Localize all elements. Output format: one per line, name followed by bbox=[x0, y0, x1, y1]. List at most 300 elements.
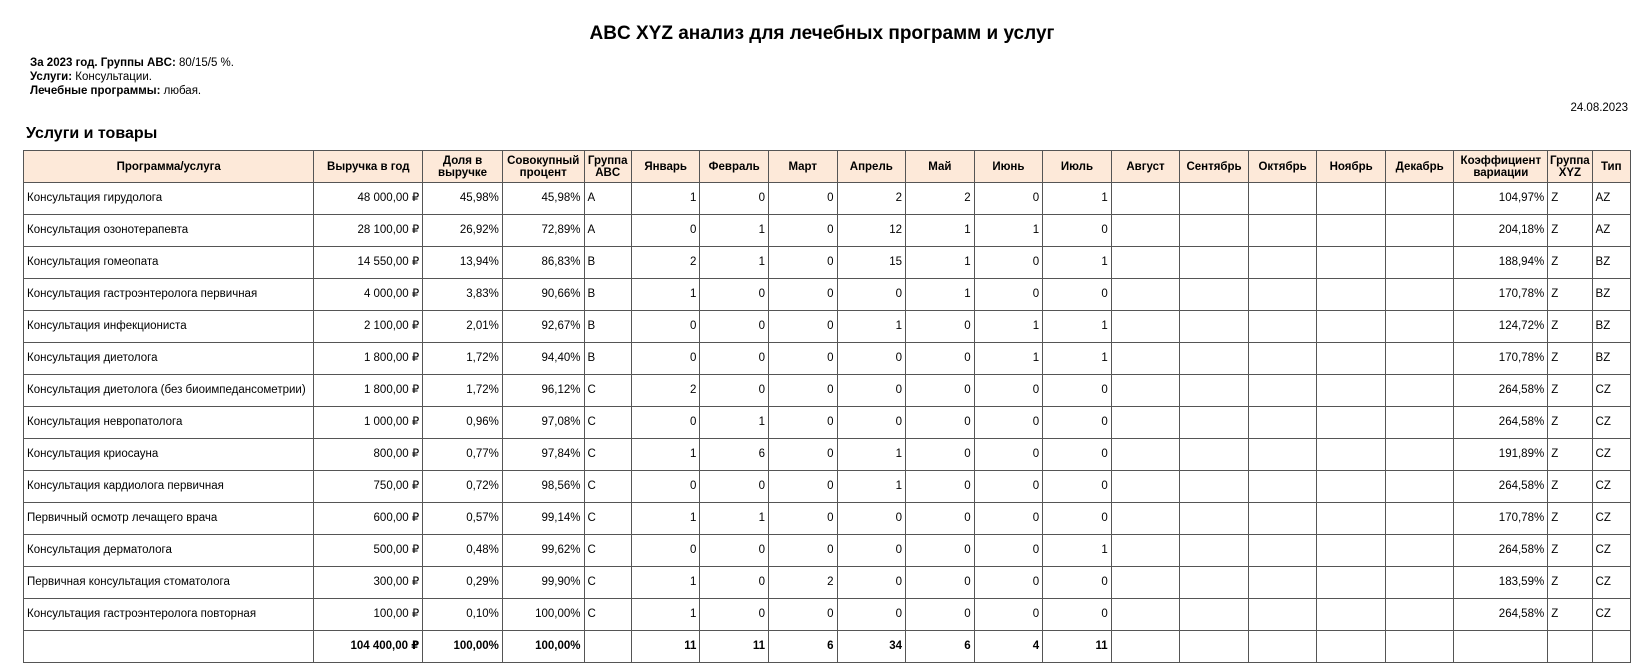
cell-month-count: 2 bbox=[768, 567, 837, 599]
cell-month-count: 2 bbox=[631, 247, 700, 279]
cell-abc-group: C bbox=[584, 567, 631, 599]
cell-program-name: Консультация диетолога (без биоимпедансометрии) bbox=[24, 375, 314, 407]
cell-month-count: 6 bbox=[906, 631, 975, 663]
cell-month-count: 0 bbox=[837, 375, 906, 407]
table-row bbox=[24, 343, 1631, 375]
cell-cumulative: 96,12% bbox=[502, 375, 584, 407]
cell-month-count: 12 bbox=[837, 215, 906, 247]
cell-month-count bbox=[1180, 247, 1249, 279]
cell-revenue: 48 000,00 ₽ bbox=[314, 183, 423, 215]
cell-share: 0,29% bbox=[423, 567, 503, 599]
cell-month-count: 1 bbox=[1043, 183, 1112, 215]
cell-xyz-group: Z bbox=[1548, 407, 1592, 439]
cell-month-count bbox=[1317, 503, 1386, 535]
cell-month-count bbox=[1180, 311, 1249, 343]
cell-type: CZ bbox=[1592, 375, 1630, 407]
cell-cumulative: 99,62% bbox=[502, 535, 584, 567]
cell-month-count: 1 bbox=[1043, 535, 1112, 567]
cell-variation-coef: 188,94% bbox=[1454, 247, 1548, 279]
cell-month-count bbox=[1111, 311, 1180, 343]
col-header-month: Декабрь bbox=[1385, 151, 1454, 183]
cell-abc-group: C bbox=[584, 503, 631, 535]
cell-type: CZ bbox=[1592, 503, 1630, 535]
cell-month-count bbox=[1180, 215, 1249, 247]
cell-month-count: 0 bbox=[700, 535, 769, 567]
cell-xyz-group: Z bbox=[1548, 599, 1592, 631]
cell-revenue: 2 100,00 ₽ bbox=[314, 311, 423, 343]
cell-cumulative: 72,89% bbox=[502, 215, 584, 247]
cell-month-count bbox=[1248, 215, 1317, 247]
cell-month-count bbox=[1180, 599, 1249, 631]
cell-type: CZ bbox=[1592, 471, 1630, 503]
services-line bbox=[30, 70, 234, 84]
col-header-cumulative: Совокупный процент bbox=[502, 151, 584, 183]
col-header-month: Февраль bbox=[700, 151, 769, 183]
cell-month-count bbox=[1111, 343, 1180, 375]
cell-abc-group: C bbox=[584, 439, 631, 471]
cell-revenue: 750,00 ₽ bbox=[314, 471, 423, 503]
cell-variation-coef: 264,58% bbox=[1454, 599, 1548, 631]
cell-month-count: 1 bbox=[837, 311, 906, 343]
cell-month-count: 1 bbox=[631, 439, 700, 471]
cell-share: 0,48% bbox=[423, 535, 503, 567]
table-row bbox=[24, 535, 1631, 567]
cell-abc-group: C bbox=[584, 407, 631, 439]
table-row bbox=[24, 503, 1631, 535]
cell-month-count: 0 bbox=[700, 471, 769, 503]
col-header-month: Сентябрь bbox=[1180, 151, 1249, 183]
cell-revenue: 800,00 ₽ bbox=[314, 439, 423, 471]
cell-program-name: Консультация гирудолога bbox=[24, 183, 314, 215]
cell-month-count: 4 bbox=[974, 631, 1043, 663]
cell-program-name: Консультация гастроэнтеролога повторная bbox=[24, 599, 314, 631]
cell-month-count: 0 bbox=[974, 439, 1043, 471]
cell-month-count: 0 bbox=[837, 407, 906, 439]
cell-month-count bbox=[1385, 439, 1454, 471]
cell-type: CZ bbox=[1592, 535, 1630, 567]
cell-month-count: 0 bbox=[768, 471, 837, 503]
cell-month-count: 0 bbox=[768, 535, 837, 567]
cell-month-count: 1 bbox=[631, 599, 700, 631]
cell-month-count bbox=[1180, 439, 1249, 471]
cell-month-count bbox=[1317, 471, 1386, 503]
cell-share: 2,01% bbox=[423, 311, 503, 343]
cell-revenue: 1 800,00 ₽ bbox=[314, 375, 423, 407]
cell-cumulative: 100,00% bbox=[502, 631, 584, 663]
col-header-month: Август bbox=[1111, 151, 1180, 183]
cell-month-count bbox=[1111, 567, 1180, 599]
cell-month-count: 0 bbox=[906, 407, 975, 439]
cell-month-count: 0 bbox=[700, 567, 769, 599]
cell-month-count: 0 bbox=[700, 375, 769, 407]
cell-program-name: Первичный осмотр лечащего врача bbox=[24, 503, 314, 535]
cell-xyz-group: Z bbox=[1548, 183, 1592, 215]
cell-month-count bbox=[1317, 279, 1386, 311]
cell-month-count: 0 bbox=[631, 343, 700, 375]
cell-month-count bbox=[1385, 535, 1454, 567]
cell-variation-coef: 264,58% bbox=[1454, 535, 1548, 567]
cell-abc-group: C bbox=[584, 535, 631, 567]
table-row bbox=[24, 439, 1631, 471]
table-row bbox=[24, 407, 1631, 439]
cell-variation-coef: 264,58% bbox=[1454, 471, 1548, 503]
col-header-program: Программа/услуга bbox=[24, 151, 314, 183]
cell-month-count: 1 bbox=[1043, 343, 1112, 375]
cell-abc-group: C bbox=[584, 471, 631, 503]
cell-month-count: 1 bbox=[631, 279, 700, 311]
cell-month-count bbox=[1111, 535, 1180, 567]
cell-type: BZ bbox=[1592, 247, 1630, 279]
cell-month-count bbox=[1111, 215, 1180, 247]
cell-month-count: 0 bbox=[837, 567, 906, 599]
cell-month-count bbox=[1248, 599, 1317, 631]
cell-xyz-group: Z bbox=[1548, 247, 1592, 279]
cell-revenue: 4 000,00 ₽ bbox=[314, 279, 423, 311]
cell-variation-coef: 124,72% bbox=[1454, 311, 1548, 343]
cell-cumulative: 92,67% bbox=[502, 311, 584, 343]
cell-variation-coef: 104,97% bbox=[1454, 183, 1548, 215]
cell-xyz-group: Z bbox=[1548, 567, 1592, 599]
cell-program-name: Консультация гастроэнтеролога первичная bbox=[24, 279, 314, 311]
cell-month-count bbox=[1180, 183, 1249, 215]
cell-month-count: 1 bbox=[700, 503, 769, 535]
cell-month-count bbox=[1248, 631, 1317, 663]
cell-month-count bbox=[1111, 439, 1180, 471]
cell-month-count: 0 bbox=[837, 503, 906, 535]
cell-month-count bbox=[1111, 407, 1180, 439]
cell-month-count: 0 bbox=[837, 279, 906, 311]
cell-month-count: 1 bbox=[837, 439, 906, 471]
cell-month-count: 1 bbox=[837, 471, 906, 503]
cell-month-count bbox=[1317, 311, 1386, 343]
cell-month-count: 0 bbox=[906, 503, 975, 535]
cell-share: 0,10% bbox=[423, 599, 503, 631]
cell-month-count bbox=[1317, 183, 1386, 215]
cell-abc-group: B bbox=[584, 343, 631, 375]
period-line bbox=[30, 56, 234, 70]
cell-month-count: 0 bbox=[906, 311, 975, 343]
col-header-month: Март bbox=[768, 151, 837, 183]
col-header-revenue: Выручка в год bbox=[314, 151, 423, 183]
cell-cumulative: 90,66% bbox=[502, 279, 584, 311]
header-row bbox=[24, 151, 1631, 183]
cell-month-count bbox=[1385, 567, 1454, 599]
cell-month-count bbox=[1180, 375, 1249, 407]
cell-month-count: 0 bbox=[837, 535, 906, 567]
cell-month-count bbox=[1180, 567, 1249, 599]
cell-month-count: 0 bbox=[974, 375, 1043, 407]
cell-month-count bbox=[1248, 535, 1317, 567]
col-header-xyz: Группа XYZ bbox=[1548, 151, 1592, 183]
table-row bbox=[24, 183, 1631, 215]
services-value: Консультации. bbox=[75, 71, 152, 83]
cell-month-count bbox=[1385, 183, 1454, 215]
cell-share: 1,72% bbox=[423, 375, 503, 407]
cell-month-count: 2 bbox=[631, 375, 700, 407]
cell-abc-group: B bbox=[584, 279, 631, 311]
cell-month-count bbox=[1111, 471, 1180, 503]
cell-month-count: 0 bbox=[974, 279, 1043, 311]
cell-month-count: 1 bbox=[631, 567, 700, 599]
cell-type: BZ bbox=[1592, 279, 1630, 311]
cell-month-count: 1 bbox=[631, 183, 700, 215]
cell-abc-group: A bbox=[584, 183, 631, 215]
cell-month-count: 1 bbox=[974, 343, 1043, 375]
cell-variation-coef: 264,58% bbox=[1454, 375, 1548, 407]
cell-revenue: 28 100,00 ₽ bbox=[314, 215, 423, 247]
cell-month-count bbox=[1180, 471, 1249, 503]
cell-month-count: 1 bbox=[700, 247, 769, 279]
cell-month-count bbox=[1180, 407, 1249, 439]
cell-month-count: 15 bbox=[837, 247, 906, 279]
cell-month-count: 1 bbox=[631, 503, 700, 535]
table-row bbox=[24, 599, 1631, 631]
cell-program-name: Консультация диетолога bbox=[24, 343, 314, 375]
programs-line bbox=[30, 84, 234, 98]
cell-xyz-group: Z bbox=[1548, 311, 1592, 343]
cell-month-count bbox=[1248, 503, 1317, 535]
cell-month-count bbox=[1111, 599, 1180, 631]
cell-month-count: 0 bbox=[906, 567, 975, 599]
cell-program-name bbox=[24, 631, 314, 663]
cell-month-count bbox=[1180, 343, 1249, 375]
abc-xyz-table bbox=[23, 150, 1631, 663]
cell-month-count bbox=[1317, 343, 1386, 375]
cell-month-count bbox=[1385, 343, 1454, 375]
table-row bbox=[24, 279, 1631, 311]
cell-month-count: 0 bbox=[768, 599, 837, 631]
cell-month-count: 11 bbox=[700, 631, 769, 663]
cell-revenue: 104 400,00 ₽ bbox=[314, 631, 423, 663]
cell-variation-coef: 170,78% bbox=[1454, 279, 1548, 311]
cell-month-count: 1 bbox=[1043, 247, 1112, 279]
cell-month-count: 0 bbox=[974, 567, 1043, 599]
cell-month-count: 1 bbox=[974, 215, 1043, 247]
cell-abc-group: A bbox=[584, 215, 631, 247]
cell-share: 3,83% bbox=[423, 279, 503, 311]
cell-month-count bbox=[1317, 375, 1386, 407]
period-label: За 2023 год. Группы ABC: bbox=[30, 57, 176, 69]
cell-cumulative: 100,00% bbox=[502, 599, 584, 631]
cell-program-name: Консультация криосауна bbox=[24, 439, 314, 471]
cell-variation-coef: 191,89% bbox=[1454, 439, 1548, 471]
cell-month-count: 0 bbox=[974, 247, 1043, 279]
cell-month-count: 0 bbox=[631, 535, 700, 567]
cell-xyz-group: Z bbox=[1548, 215, 1592, 247]
cell-month-count: 0 bbox=[906, 439, 975, 471]
col-header-month: Апрель bbox=[837, 151, 906, 183]
cell-month-count bbox=[1385, 599, 1454, 631]
cell-cumulative: 45,98% bbox=[502, 183, 584, 215]
cell-cumulative: 99,14% bbox=[502, 503, 584, 535]
cell-month-count: 0 bbox=[974, 535, 1043, 567]
services-label: Услуги: bbox=[30, 71, 73, 83]
cell-month-count: 11 bbox=[1043, 631, 1112, 663]
col-header-share: Доля в выручке bbox=[423, 151, 503, 183]
cell-revenue: 14 550,00 ₽ bbox=[314, 247, 423, 279]
cell-month-count: 1 bbox=[906, 215, 975, 247]
table-row bbox=[24, 247, 1631, 279]
cell-month-count: 0 bbox=[768, 279, 837, 311]
cell-share: 26,92% bbox=[423, 215, 503, 247]
cell-month-count bbox=[1248, 183, 1317, 215]
cell-variation-coef: 170,78% bbox=[1454, 503, 1548, 535]
cell-month-count bbox=[1248, 375, 1317, 407]
col-header-type: Тип bbox=[1592, 151, 1630, 183]
col-header-month: Июль bbox=[1043, 151, 1112, 183]
cell-abc-group: B bbox=[584, 247, 631, 279]
cell-program-name: Консультация дерматолога bbox=[24, 535, 314, 567]
cell-month-count bbox=[1317, 407, 1386, 439]
table-row bbox=[24, 375, 1631, 407]
cell-month-count bbox=[1385, 375, 1454, 407]
cell-month-count bbox=[1248, 439, 1317, 471]
col-header-abc: Группа ABC bbox=[584, 151, 631, 183]
programs-value: любая. bbox=[163, 85, 202, 97]
cell-month-count: 0 bbox=[837, 599, 906, 631]
cell-month-count bbox=[1111, 503, 1180, 535]
cell-month-count bbox=[1180, 279, 1249, 311]
cell-month-count: 2 bbox=[906, 183, 975, 215]
cell-month-count bbox=[1248, 311, 1317, 343]
section-title: Услуги и товары bbox=[26, 125, 158, 142]
cell-month-count: 0 bbox=[974, 407, 1043, 439]
cell-month-count bbox=[1385, 503, 1454, 535]
cell-month-count: 11 bbox=[631, 631, 700, 663]
cell-program-name: Консультация гомеопата bbox=[24, 247, 314, 279]
cell-type: CZ bbox=[1592, 439, 1630, 471]
cell-share: 100,00% bbox=[423, 631, 503, 663]
cell-month-count bbox=[1385, 215, 1454, 247]
programs-label: Лечебные программы: bbox=[30, 85, 161, 97]
cell-cumulative: 94,40% bbox=[502, 343, 584, 375]
cell-variation-coef: 264,58% bbox=[1454, 407, 1548, 439]
report-date: 24.08.2023 bbox=[1570, 102, 1628, 114]
cell-revenue: 1 800,00 ₽ bbox=[314, 343, 423, 375]
cell-cumulative: 98,56% bbox=[502, 471, 584, 503]
table-row bbox=[24, 567, 1631, 599]
cell-month-count: 0 bbox=[700, 183, 769, 215]
table-row bbox=[24, 471, 1631, 503]
cell-month-count bbox=[1385, 471, 1454, 503]
cell-month-count bbox=[1248, 279, 1317, 311]
cell-month-count bbox=[1111, 279, 1180, 311]
cell-share: 0,77% bbox=[423, 439, 503, 471]
cell-month-count: 0 bbox=[906, 471, 975, 503]
cell-month-count: 0 bbox=[700, 343, 769, 375]
cell-month-count: 0 bbox=[906, 375, 975, 407]
cell-month-count bbox=[1317, 247, 1386, 279]
cell-xyz-group: Z bbox=[1548, 439, 1592, 471]
col-header-month: Ноябрь bbox=[1317, 151, 1386, 183]
cell-type bbox=[1592, 631, 1630, 663]
cell-cumulative: 99,90% bbox=[502, 567, 584, 599]
cell-month-count: 0 bbox=[631, 471, 700, 503]
cell-month-count: 0 bbox=[768, 439, 837, 471]
cell-xyz-group: Z bbox=[1548, 471, 1592, 503]
cell-month-count bbox=[1317, 599, 1386, 631]
cell-month-count: 0 bbox=[906, 343, 975, 375]
cell-month-count: 0 bbox=[1043, 471, 1112, 503]
col-header-month: Июнь bbox=[974, 151, 1043, 183]
cell-month-count bbox=[1248, 471, 1317, 503]
cell-month-count bbox=[1248, 567, 1317, 599]
cell-month-count: 1 bbox=[906, 247, 975, 279]
cell-xyz-group: Z bbox=[1548, 279, 1592, 311]
cell-share: 13,94% bbox=[423, 247, 503, 279]
table-total-row bbox=[24, 631, 1631, 663]
cell-month-count: 0 bbox=[1043, 439, 1112, 471]
cell-month-count: 6 bbox=[768, 631, 837, 663]
cell-xyz-group: Z bbox=[1548, 343, 1592, 375]
cell-month-count: 0 bbox=[700, 279, 769, 311]
cell-month-count: 0 bbox=[631, 215, 700, 247]
cell-month-count: 0 bbox=[974, 599, 1043, 631]
cell-type: BZ bbox=[1592, 343, 1630, 375]
cell-month-count: 0 bbox=[906, 535, 975, 567]
col-header-month: Октябрь bbox=[1248, 151, 1317, 183]
cell-month-count: 0 bbox=[1043, 215, 1112, 247]
table-row bbox=[24, 215, 1631, 247]
cell-month-count: 0 bbox=[974, 471, 1043, 503]
col-header-month: Май bbox=[906, 151, 975, 183]
cell-abc-group: C bbox=[584, 599, 631, 631]
cell-share: 0,57% bbox=[423, 503, 503, 535]
report-parameters bbox=[30, 56, 234, 98]
cell-month-count: 1 bbox=[906, 279, 975, 311]
col-header-month: Январь bbox=[631, 151, 700, 183]
cell-month-count: 0 bbox=[1043, 407, 1112, 439]
cell-month-count bbox=[1180, 631, 1249, 663]
cell-month-count bbox=[1111, 247, 1180, 279]
cell-abc-group bbox=[584, 631, 631, 663]
cell-month-count: 0 bbox=[768, 407, 837, 439]
cell-xyz-group: Z bbox=[1548, 375, 1592, 407]
cell-month-count bbox=[1248, 407, 1317, 439]
cell-share: 45,98% bbox=[423, 183, 503, 215]
cell-month-count bbox=[1111, 631, 1180, 663]
cell-month-count bbox=[1317, 535, 1386, 567]
cell-variation-coef: 204,18% bbox=[1454, 215, 1548, 247]
cell-month-count: 1 bbox=[700, 215, 769, 247]
cell-month-count: 0 bbox=[700, 599, 769, 631]
cell-type: CZ bbox=[1592, 407, 1630, 439]
cell-month-count bbox=[1111, 183, 1180, 215]
cell-abc-group: B bbox=[584, 311, 631, 343]
cell-month-count: 0 bbox=[1043, 375, 1112, 407]
cell-type: CZ bbox=[1592, 567, 1630, 599]
cell-month-count: 1 bbox=[700, 407, 769, 439]
table-body bbox=[24, 183, 1631, 663]
cell-month-count: 0 bbox=[1043, 599, 1112, 631]
cell-month-count: 0 bbox=[768, 215, 837, 247]
cell-month-count: 0 bbox=[768, 343, 837, 375]
cell-variation-coef: 183,59% bbox=[1454, 567, 1548, 599]
cell-month-count bbox=[1385, 279, 1454, 311]
cell-month-count bbox=[1317, 567, 1386, 599]
cell-type: CZ bbox=[1592, 599, 1630, 631]
period-value: 80/15/5 %. bbox=[178, 57, 234, 69]
cell-month-count: 1 bbox=[974, 311, 1043, 343]
cell-month-count: 0 bbox=[768, 503, 837, 535]
cell-month-count: 0 bbox=[1043, 279, 1112, 311]
cell-month-count: 0 bbox=[768, 183, 837, 215]
cell-month-count bbox=[1385, 631, 1454, 663]
cell-program-name: Консультация озонотерапевта bbox=[24, 215, 314, 247]
cell-program-name: Консультация инфекциониста bbox=[24, 311, 314, 343]
report-title: ABC XYZ анализ для лечебных программ и услуг bbox=[589, 23, 1055, 44]
cell-revenue: 100,00 ₽ bbox=[314, 599, 423, 631]
